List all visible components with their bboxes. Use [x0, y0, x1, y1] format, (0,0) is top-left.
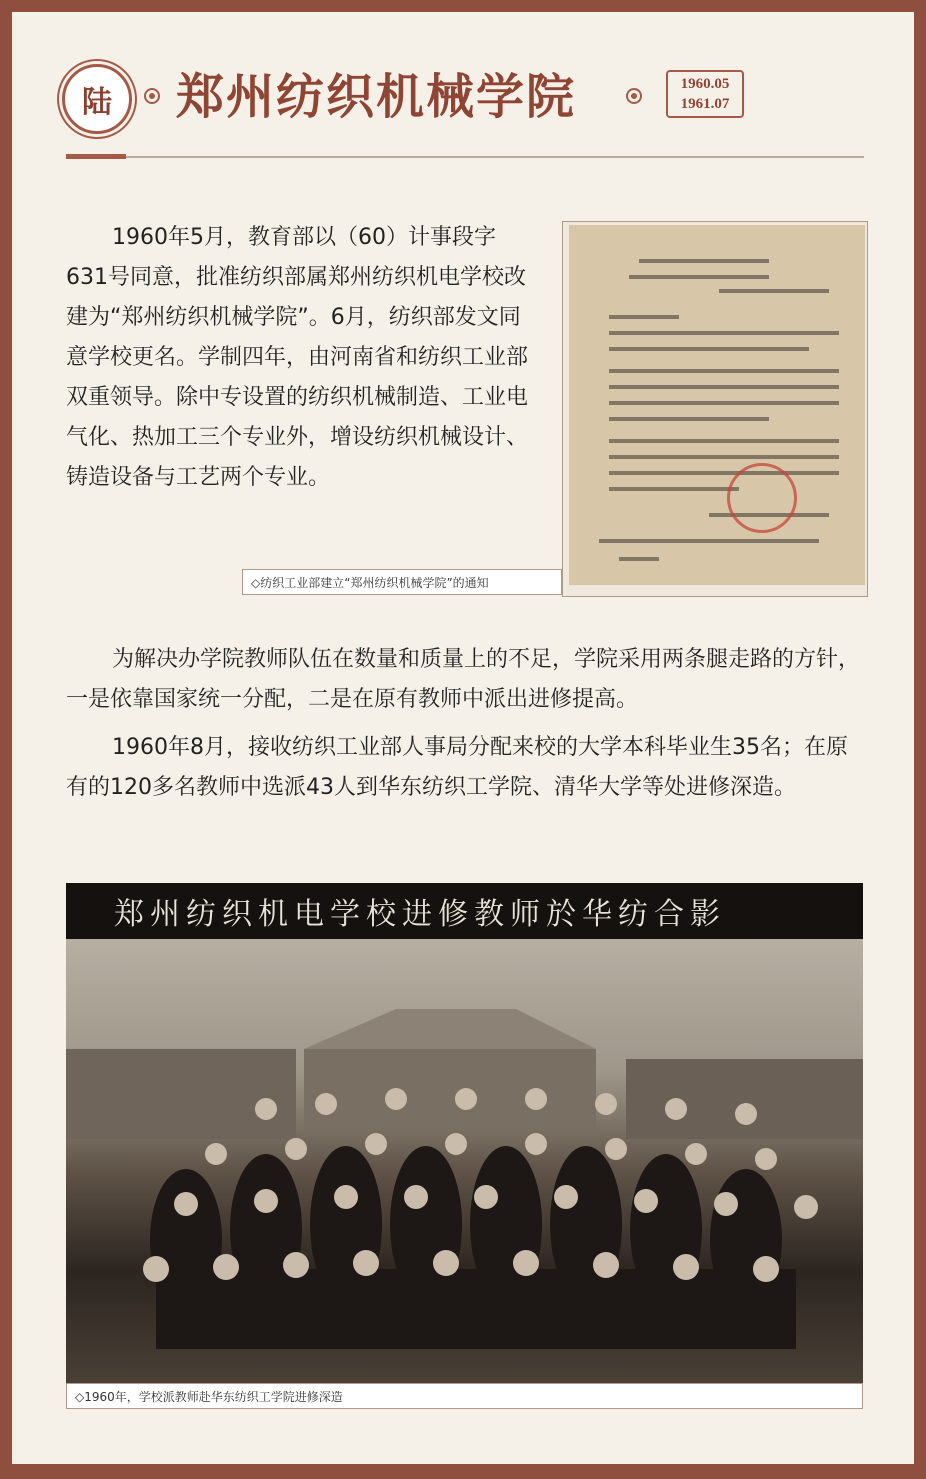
document-caption: ◇纺织工业部建立“郑州纺织机械学院”的通知 — [242, 569, 562, 595]
date-end: 1961.07 — [680, 96, 730, 112]
chapter-emblem: 陆 — [62, 64, 132, 134]
header-divider-accent — [66, 154, 126, 159]
paragraph-teacher-training: 1960年8月，接收纺织工业部人事局分配来校的大学本科毕业生35名；在原有的120多名教师中选派43人到华东纺织工学院、清华大学等处进修深造。 — [66, 735, 848, 800]
date-start: 1960.05 — [680, 76, 730, 92]
page-title: 郑州纺织机械学院 — [176, 69, 577, 125]
ornament-left-icon — [144, 88, 160, 104]
notice-document-image — [569, 225, 865, 585]
header-divider — [66, 156, 864, 158]
group-photo-caption: ◇1960年，学校派教师赴华东纺织工学院进修深造 — [66, 1383, 863, 1409]
group-photo-banner: 郑州纺织机电学校进修教师於华纺合影 — [66, 883, 863, 939]
red-seal-stamp — [727, 463, 797, 533]
group-photo — [66, 883, 863, 1383]
paragraph-founding: 1960年5月，教育部以（60）计事段字631号同意，批准纺织部属郑州纺织机电学校改建为“郑州纺织机械学院”。6月，纺织部发文同意学校更名。学制四年，由河南省和纺织工业部双重领导。除中专设置的纺织机械制造、工业电气化、热加工三个专业外，增设纺织机械设计、铸造设备与工艺两个专业。 — [66, 225, 529, 490]
document-image-frame — [562, 221, 868, 597]
paragraph-teacher-policy: 为解决办学院教师队伍在数量和质量上的不足，学院采用两条腿走路的方针，一是依靠国家统一分配，二是在原有教师中派出进修提高。 — [66, 647, 861, 712]
date-range-badge — [666, 70, 744, 118]
group-photo-scene — [66, 939, 863, 1383]
ornament-right-icon — [626, 88, 642, 104]
group-photo-figures — [66, 939, 863, 1383]
